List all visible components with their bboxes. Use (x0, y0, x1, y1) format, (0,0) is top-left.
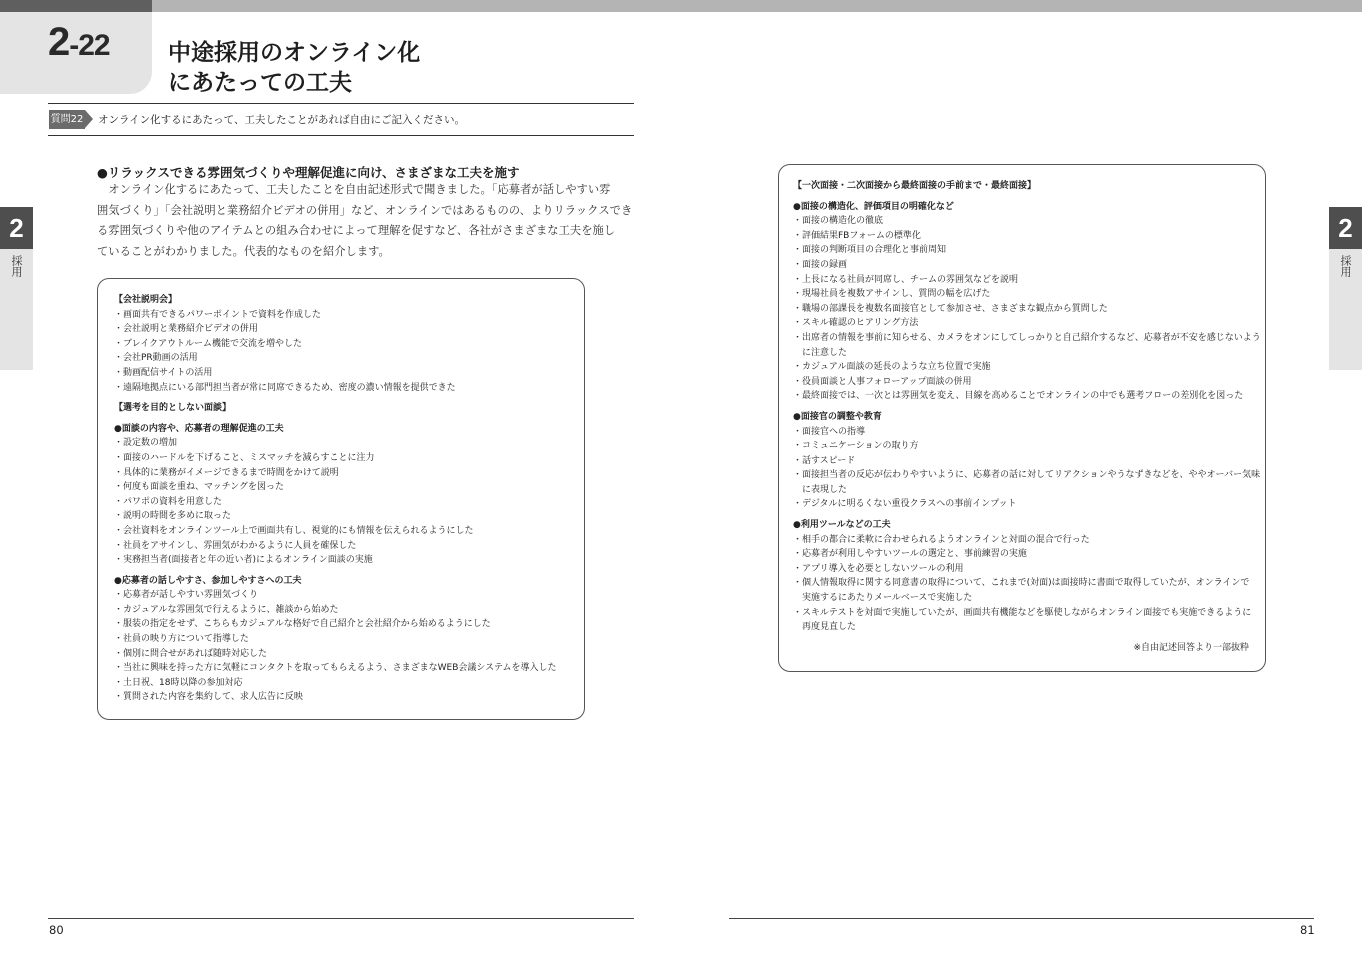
list-item: ・ パワポの資料を用意した (114, 495, 584, 510)
top-bar-light (152, 0, 1362, 12)
question-rule-top (48, 103, 634, 104)
page-title (168, 38, 420, 98)
list-item: ・ 画面共有できるパワーポイントで資料を作成した (114, 308, 584, 323)
section-heading: 【会社説明会】 (114, 295, 178, 305)
list-item: ・ 応募者が利用しやすいツールの選定と、事前練習の実施 (793, 547, 1265, 562)
chapter-tab-label: 採用 (1339, 255, 1352, 277)
list-item: ・ 動画配信サイトの活用 (114, 366, 584, 381)
section-number (48, 20, 110, 65)
chapter-tab-left (0, 207, 33, 370)
list-item: ・ 設定数の増加 (114, 436, 584, 451)
list-item: ・ 面接の録画 (793, 258, 1265, 273)
section-heading: 【一次面接・二次面接から最終面接の手前まで・最終面接】 (793, 181, 1037, 191)
chapter-tab-number: 2 (1329, 207, 1362, 249)
list-item (793, 331, 1265, 360)
list-item: ・ 社員の映り方について指導した (114, 632, 584, 647)
list-item-continuation: に注意した (802, 347, 848, 358)
list-item: ・ カジュアルな雰囲気で行えるように、雑談から始めた (114, 603, 584, 618)
intro-line: ていることがわかりました。代表的なものを紹介します。 (97, 245, 390, 259)
source-note: ※自由記述回答より一部抜粋 (1133, 642, 1249, 653)
list-item-line: 個人情報取得に関する同意書の取得について、これまで(対面)は面接時に書面で取得していたが、オンラインで (802, 578, 1250, 589)
list-item: ・ 面接の構造化の徹底 (793, 214, 1265, 229)
question-text: オンライン化するにあたって、工夫したことがあれば自由にご記入ください。 (98, 114, 465, 126)
subsection-heading: ●利用ツールなどの工夫 (793, 520, 891, 531)
list-item: ・ 会社説明と業務紹介ビデオの併用 (114, 322, 584, 337)
chapter-tab-right (1329, 207, 1362, 370)
list-item-line: 出席者の情報を事前に知らせる、カメラをオンにしてしっかりと自己紹介するなど、応募者が不安を感じないよう (802, 332, 1261, 343)
subsection-heading: ●面談の内容や、応募者の理解促進の工夫 (114, 423, 284, 434)
list-item: ・ 質問された内容を集約して、求人広告に反映 (114, 690, 584, 705)
list-item: ・ 社員をアサインし、雰囲気がわかるように人員を確保した (114, 539, 584, 554)
list-item: ・ スキル確認のヒアリング方法 (793, 316, 1265, 331)
list-item: ・ 面接のハードルを下げること、ミスマッチを減らすことに注力 (114, 451, 584, 466)
list-item: ・ 面接官への指導 (793, 425, 1265, 440)
list-item (793, 576, 1265, 605)
list-item: ・ カジュアル面談の延長のような立ち位置で実施 (793, 360, 1265, 375)
top-bar-dark (0, 0, 152, 12)
list-item: ・ 説明の時間を多めに取った (114, 509, 584, 524)
list-item: ・ 上長になる社員が同席し、チームの雰囲気などを説明 (793, 273, 1265, 288)
list-item-continuation: に表現した (802, 484, 848, 495)
subsection-heading: ●面接の構造化、評価項目の明確化など (793, 201, 954, 212)
list-item: ・ 会社PR動画の活用 (114, 351, 584, 366)
list-item: ・ 面接の判断項目の合理化と事前周知 (793, 243, 1265, 258)
list-item: ・ デジタルに明るくない重役クラスへの事前インプット (793, 497, 1265, 512)
question-tag: 質問22 (49, 110, 85, 129)
list-item (793, 606, 1265, 635)
list-item: ・ 土日祝、18時以降の参加対応 (114, 676, 584, 691)
list-item: ・ 評価結果FBフォームの標準化 (793, 229, 1265, 244)
list-item: ・ 何度も面談を重ね、マッチングを図った (114, 480, 584, 495)
list-item: ・ 個別に問合せがあれば随時対応した (114, 647, 584, 662)
list-item: ・ 相手の都合に柔軟に合わせられるようオンラインと対面の混合で行った (793, 533, 1265, 548)
question-tag-arrow (85, 110, 93, 128)
chapter-number: 2 (48, 20, 70, 64)
list-item: ・ 具体的に業務がイメージできるまで時間をかけて説明 (114, 466, 584, 481)
intro-line: オンライン化するにあたって、工夫したことを自由記述形式で聞きました。「応募者が話しやすい雰 (97, 183, 611, 196)
list-item: ・ 応募者が話しやすい雰囲気づくり (114, 588, 584, 603)
question-rule-bottom (48, 135, 634, 136)
list-item-continuation: 実施するにあたりメールベースで実施した (802, 593, 973, 604)
list-item: ・ 職場の部課長を複数名面接官として参加させ、さまざまな観点から質問した (793, 302, 1265, 317)
footer-rule-left (48, 918, 634, 919)
list-item (793, 468, 1265, 497)
list-item-line: 面接担当者の反応が伝わりやすいように、応募者の話に対してリアクションやうなずきなどを、ややオーバー気味 (802, 470, 1261, 481)
list-item: ・ 最終面接では、一次とは雰囲気を変え、目線を高めることでオンラインの中でも選考フローの差別化を図った (793, 389, 1265, 404)
list-item: ・ アプリ導入を必要としないツールの利用 (793, 562, 1265, 577)
intro-heading: ●リラックスできる雰囲気づくりや理解促進に向け、さまざまな工夫を施す (97, 165, 520, 180)
list-item: ・ 遠隔地拠点にいる部門担当者が常に同席できるため、密度の濃い情報を提供できた (114, 381, 584, 396)
section-subnumber: -22 (69, 29, 110, 62)
page-number-left: 80 (49, 923, 64, 937)
section-heading: 【選考を目的としない面談】 (114, 403, 232, 414)
subsection-heading: ●応募者の話しやすさ、参加しやすさへの工夫 (114, 575, 302, 586)
list-item-continuation: 再度見直した (802, 622, 857, 633)
list-item: ・ ブレイクアウトルーム機能で交流を増やした (114, 337, 584, 352)
intro-line: 囲気づくり」「会社説明と業務紹介ビデオの併用」など、オンラインではあるものの、よりリラックスでき (97, 203, 633, 217)
list-item: ・ 当社に興味を持った方に気軽にコンタクトを取ってもらえるよう、さまざまなWEB会議システムを導入した (114, 661, 584, 676)
page-title-line1: 中途採用のオンライン化 (168, 40, 421, 66)
list-item: ・ 現場社員を複数アサインし、質問の幅を広げた (793, 287, 1265, 302)
subsection-heading: ●面接官の調整や教育 (793, 411, 882, 422)
list-item: ・ 服装の指定をせず、こちらもカジュアルな格好で自己紹介と会社紹介から始めるようにした (114, 617, 584, 632)
intro-line: る雰囲気づくりや他のアイテムとの組み合わせによって理解を促すなど、各社がさまざまな工夫を施し (97, 224, 616, 238)
page-title-line2: にあたっての工夫 (168, 70, 352, 96)
list-item: ・ 話すスピード (793, 454, 1265, 469)
list-item: ・ コミュニケーションの取り方 (793, 439, 1265, 454)
footer-rule-right (729, 918, 1314, 919)
page-number-right: 81 (1300, 923, 1315, 937)
left-answers-panel (97, 278, 585, 720)
right-answers-panel (778, 164, 1266, 672)
list-item: ・ 会社資料をオンラインツール上で画面共有し、視覚的にも情報を伝えられるようにした (114, 524, 584, 539)
chapter-tab-number: 2 (0, 207, 33, 249)
list-item: ・ 実務担当者(面接者と年の近い者)によるオンライン面談の実施 (114, 553, 584, 568)
intro-paragraph (97, 180, 633, 263)
list-item: ・ 役員面談と人事フォローアップ面談の併用 (793, 375, 1265, 390)
list-item-line: スキルテストを対面で実施していたが、画面共有機能などを駆使しながらオンライン面接でも実施できるように (802, 607, 1252, 618)
chapter-tab-label: 採用 (10, 255, 23, 277)
